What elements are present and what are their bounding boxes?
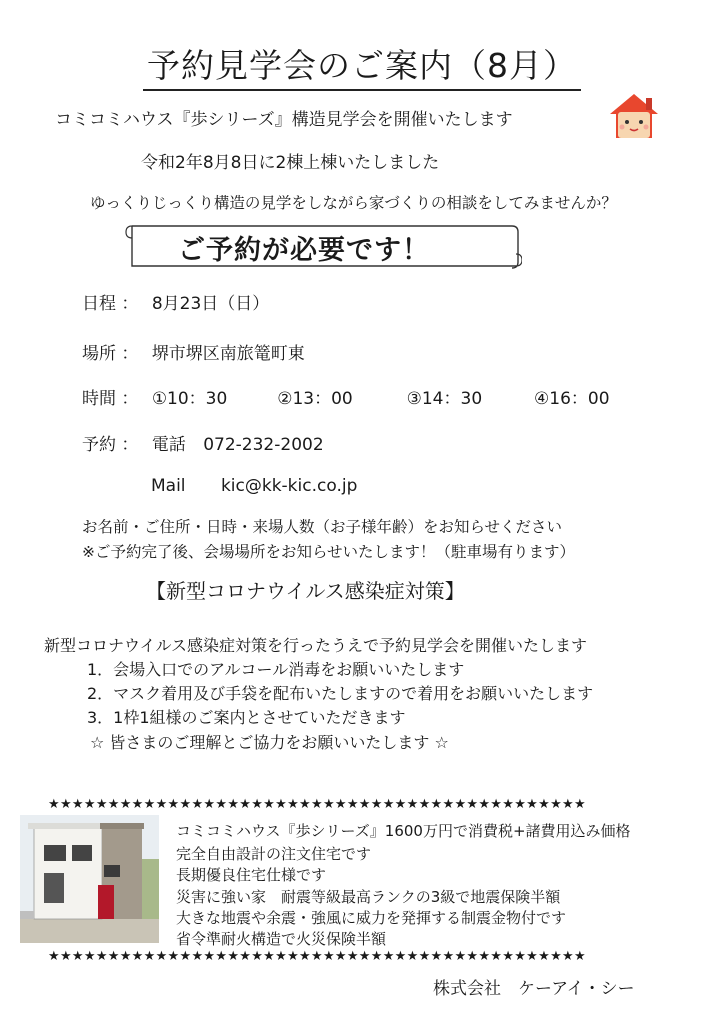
intro-text: コミコミハウス『歩シリーズ』構造見学会を開催いたします: [55, 110, 513, 130]
house-photo: [20, 815, 159, 943]
place-value: 堺市堺区南旅篭町東: [151, 344, 305, 364]
booking-row: [82, 430, 324, 455]
feature-line: 災害に強い家 耐震等級最高ランクの3級で地震保険半額: [176, 888, 561, 906]
star-border-bottom: ★★★★★★★★★★★★★★★★★★★★★★★★★★★★★★★★★★★★★★★★★★★★★: [48, 949, 586, 964]
time-slot: ②13：00: [277, 389, 353, 409]
feature-line: 省令準耐火構造で火災保険半額: [176, 930, 387, 948]
reservation-required-banner: ご予約が必要です！: [178, 235, 430, 266]
phone-label: 電話: [151, 435, 186, 455]
company-name: 株式会社 ケーアイ・シー: [433, 979, 635, 999]
time-row: [82, 384, 610, 409]
feature-line: 完全自由設計の注文住宅です: [176, 845, 372, 863]
covid-measure-item: 3．1枠1組様のご案内とさせていただきます: [87, 708, 406, 727]
covid-heading: 【新型コロナウイルス感染症対策】: [146, 579, 465, 603]
time-slot: ④16：00: [534, 389, 610, 409]
place-label: 場所 ：: [82, 344, 139, 364]
invitation-text: ゆっくりじっくり構造の見学をしながら家づくりの相談をしてみませんか？: [90, 194, 617, 212]
covid-closing: ☆ 皆さまのご理解とご協力をお願いいたします ☆: [90, 733, 449, 752]
house-mascot-icon: [608, 92, 660, 140]
page-title: 予約見学会のご案内（8月）: [0, 40, 724, 91]
date-row: [82, 289, 269, 314]
date-value: 8月23日（日）: [151, 294, 270, 314]
star-border-top: ★★★★★★★★★★★★★★★★★★★★★★★★★★★★★★★★★★★★★★★★★★★★★: [48, 797, 586, 812]
time-slot: ③14：30: [406, 389, 483, 409]
announcement-text: 令和2年8月8日に2棟上棟いたしました: [141, 153, 440, 173]
time-slot: ①10：30: [151, 389, 228, 409]
feature-line: コミコミハウス『歩シリーズ』1600万円で消費税+諸費用込み価格: [176, 822, 631, 840]
feature-line: 長期優良住宅仕様です: [176, 866, 327, 884]
date-label: 日程 ：: [82, 294, 139, 314]
covid-measure-item: 1．会場入口でのアルコール消毒をお願いいたします: [87, 660, 465, 679]
phone-number[interactable]: 072-232-2002: [203, 435, 324, 455]
booking-note: お名前・ご住所・日時・来場人数（お子様年齢）をお知らせください: [82, 518, 563, 536]
booking-note: ※ご予約完了後、会場場所をお知らせいたします！（駐車場有ります）: [82, 543, 576, 561]
booking-label: 予約 ：: [82, 435, 139, 455]
mail-address[interactable]: kic@kk-kic.co.jp: [220, 476, 358, 496]
covid-measure-item: 2．マスク着用及び手袋を配布いたしますので着用をお願いいたします: [87, 684, 594, 703]
mail-row: [151, 476, 357, 496]
feature-line: 大きな地震や余震・強風に威力を発揮する制震金物付です: [176, 909, 567, 927]
mail-label: Mail: [151, 476, 186, 496]
time-label: 時間 ：: [82, 389, 139, 409]
covid-intro: 新型コロナウイルス感染症対策を行ったうえで予約見学会を開催いたします: [44, 636, 588, 655]
place-row: [82, 339, 305, 364]
